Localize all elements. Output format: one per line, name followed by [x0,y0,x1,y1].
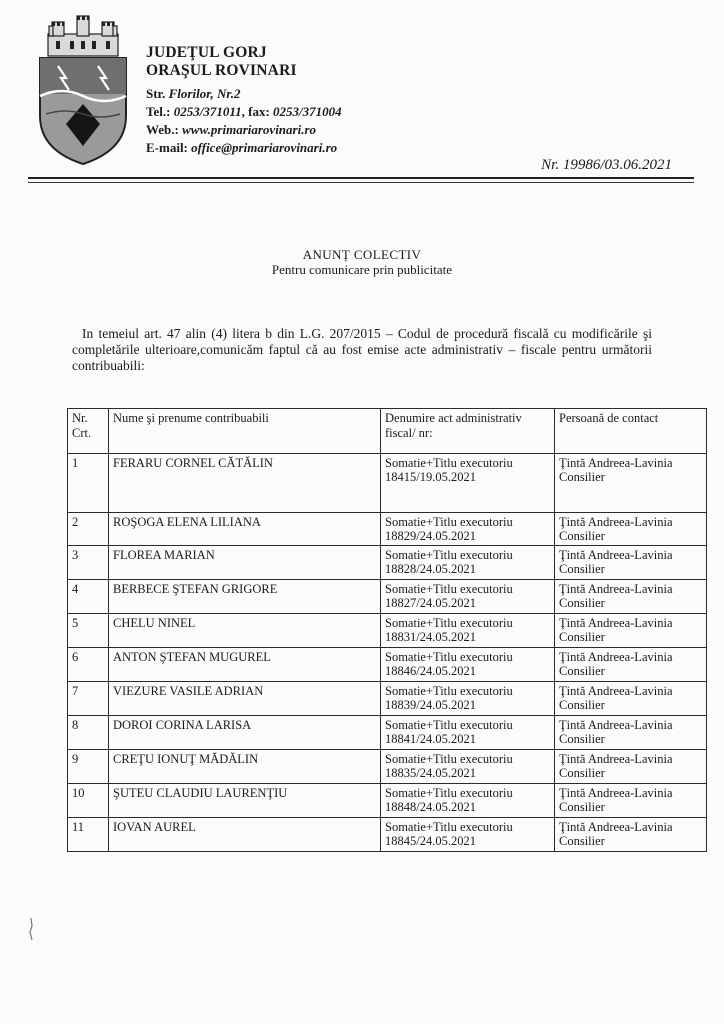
contact-role: Consilier [559,529,605,543]
taxpayer-name: ŞUTEU CLAUDIU LAURENŢIU [109,784,381,818]
letterhead [146,44,342,157]
contact-person: Ţintă Andreea-Lavinia [559,515,673,529]
taxpayer-name: IOVAN AUREL [109,818,381,852]
table-row [68,546,707,580]
act-type: Somatie+Titlu executoriu [385,650,513,664]
act-number: 18839/24.05.2021 [385,698,476,712]
act-cell [381,784,555,818]
contact-role: Consilier [559,630,605,644]
contact-cell [555,784,707,818]
act-number: 18827/24.05.2021 [385,596,476,610]
act-cell [381,716,555,750]
contact-cell [555,818,707,852]
address-line [146,85,342,103]
intro-paragraph: In temeiul art. 47 alin (4) litera b din L.G. 207/2015 – Codul de procedură fiscală cu modificările şi completările ulterioare,comunicăm faptul că au fost emise acte administrativ – fiscale pentru următorii contribuabili: [72,326,652,373]
table-row [68,818,707,852]
email-link[interactable]: office@primariarovinari.ro [191,140,338,155]
contact-role: Consilier [559,732,605,746]
tel-value: 0253/371011 [173,104,242,119]
row-number: 2 [68,513,109,546]
web-line [146,121,342,139]
header-name: Nume şi prenume contribuabili [109,409,381,454]
row-number: 10 [68,784,109,818]
act-number: 18848/24.05.2021 [385,800,476,814]
contact-role: Consilier [559,664,605,678]
contact-person: Ţintă Andreea-Lavinia [559,456,673,470]
act-cell [381,750,555,784]
web-label: Web.: [146,122,179,137]
contact-role: Consilier [559,800,605,814]
registration-number: Nr. 19986/03.06.2021 [541,157,672,173]
contact-person: Ţintă Andreea-Lavinia [559,548,673,562]
contact-cell [555,546,707,580]
table-row [68,750,707,784]
contact-role: Consilier [559,766,605,780]
table-row [68,682,707,716]
contact-person: Ţintă Andreea-Lavinia [559,820,673,834]
row-number: 8 [68,716,109,750]
act-number: 18841/24.05.2021 [385,732,476,746]
act-type: Somatie+Titlu executoriu [385,820,513,834]
contact-person: Ţintă Andreea-Lavinia [559,718,673,732]
table-header-row [68,409,707,454]
header-nr: Nr. Crt. [68,409,109,454]
phone-line [146,103,342,121]
town-name: ORAŞUL ROVINARI [146,62,297,79]
taxpayers-table [67,408,707,852]
table-row [68,580,707,614]
contact-role: Consilier [559,596,605,610]
act-number: 18831/24.05.2021 [385,630,476,644]
table-row [68,716,707,750]
act-number: 18828/24.05.2021 [385,562,476,576]
tel-label: Tel.: [146,104,171,119]
row-number: 6 [68,648,109,682]
contact-cell [555,750,707,784]
taxpayer-name: ROŞOGA ELENA LILIANA [109,513,381,546]
contact-role: Consilier [559,698,605,712]
act-type: Somatie+Titlu executoriu [385,548,513,562]
taxpayer-name: CREŢU IONUŢ MĂDĂLIN [109,750,381,784]
act-type: Somatie+Titlu executoriu [385,786,513,800]
taxpayer-name: ANTON ŞTEFAN MUGUREL [109,648,381,682]
taxpayer-name: FLOREA MARIAN [109,546,381,580]
row-number: 9 [68,750,109,784]
address-value: Florilor, Nr.2 [168,86,241,101]
contact-person: Ţintă Andreea-Lavinia [559,616,673,630]
address-label: Str. [146,86,166,101]
contact-person: Ţintă Andreea-Lavinia [559,684,673,698]
contact-role: Consilier [559,562,605,576]
row-number: 1 [68,454,109,513]
contact-person: Ţintă Andreea-Lavinia [559,752,673,766]
act-type: Somatie+Titlu executoriu [385,684,513,698]
act-number: 18829/24.05.2021 [385,529,476,543]
table-row [68,614,707,648]
email-label: E-mail: [146,140,188,155]
header-divider-thin [28,182,694,183]
email-line [146,139,342,157]
header-divider-thick [28,177,694,179]
table-row [68,648,707,682]
county-name: JUDEŢUL GORJ [146,44,267,61]
act-number: 18845/24.05.2021 [385,834,476,848]
act-cell [381,648,555,682]
table-row [68,784,707,818]
act-cell [381,580,555,614]
contact-person: Ţintă Andreea-Lavinia [559,582,673,596]
row-number: 7 [68,682,109,716]
act-number: 18846/24.05.2021 [385,664,476,678]
row-number: 4 [68,580,109,614]
document-title: ANUNȚ COLECTIV [302,247,422,262]
coat-of-arms-icon [36,14,130,166]
row-number: 11 [68,818,109,852]
scan-mark [28,918,34,940]
taxpayer-name: VIEZURE VASILE ADRIAN [109,682,381,716]
table-row [68,513,707,546]
act-cell [381,682,555,716]
header-act: Denumire act administrativ fiscal/ nr: [381,409,555,454]
taxpayer-name: DOROI CORINA LARISA [109,716,381,750]
act-type: Somatie+Titlu executoriu [385,582,513,596]
contact-cell [555,648,707,682]
contact-person: Ţintă Andreea-Lavinia [559,650,673,664]
act-type: Somatie+Titlu executoriu [385,718,513,732]
act-type: Somatie+Titlu executoriu [385,515,513,529]
contact-cell [555,614,707,648]
header-contact: Persoană de contact [555,409,707,454]
act-cell [381,546,555,580]
contact-role: Consilier [559,470,605,484]
taxpayer-name: CHELU NINEL [109,614,381,648]
contact-role: Consilier [559,834,605,848]
act-type: Somatie+Titlu executoriu [385,752,513,766]
taxpayer-name: BERBECE ŞTEFAN GRIGORE [109,580,381,614]
fax-value: 0253/371004 [273,104,342,119]
contact-cell [555,513,707,546]
fax-label: , fax: [241,104,270,119]
contact-cell [555,580,707,614]
web-link[interactable]: www.primariarovinari.ro [182,122,317,137]
act-number: 18835/24.05.2021 [385,766,476,780]
act-number: 18415/19.05.2021 [385,470,476,484]
document-subtitle: Pentru comunicare prin publicitate [271,262,453,277]
act-cell [381,818,555,852]
act-type: Somatie+Titlu executoriu [385,616,513,630]
contact-cell [555,454,707,513]
row-number: 3 [68,546,109,580]
act-cell [381,454,555,513]
act-type: Somatie+Titlu executoriu [385,456,513,470]
contact-person: Ţintă Andreea-Lavinia [559,786,673,800]
taxpayer-name: FERARU CORNEL CĂTĂLIN [109,454,381,513]
row-number: 5 [68,614,109,648]
act-cell [381,513,555,546]
act-cell [381,614,555,648]
contact-cell [555,682,707,716]
contact-cell [555,716,707,750]
table-row [68,454,707,513]
